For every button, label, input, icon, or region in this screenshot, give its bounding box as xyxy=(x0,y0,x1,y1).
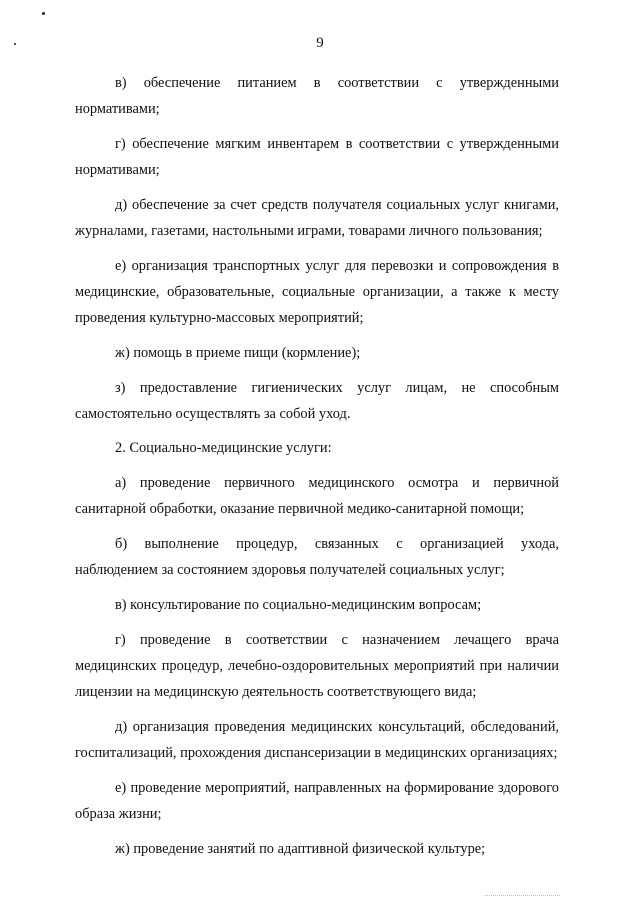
section-heading-social-medical: 2. Социально-медицинские услуги: xyxy=(115,440,332,457)
paragraph-item-v2: в) консультирование по социально-медицинским вопросам; xyxy=(115,596,482,613)
paragraph-item-zh2: ж) проведение занятий по адаптивной физической культуре; xyxy=(115,840,486,857)
paragraph-item-e2: е) проведение мероприятий, направленных на формирование здорового образа жизни; xyxy=(75,779,559,822)
paragraph-item-d2: д) организация проведения медицинских консультаций, обследований, госпитализаций, прохождения диспансеризации в медицинских организациях; xyxy=(75,718,559,761)
page-number: 9 xyxy=(316,35,324,51)
paragraph-item-e: е) организация транспортных услуг для перевозки и сопровождения в медицинские, образовательные, социальные организации, а также к месту проведения культурно-массовых мероприятий; xyxy=(75,257,559,327)
paragraph-item-a: а) проведение первичного медицинского осмотра и первичной санитарной обработки, оказание первичной медико-санитарной помощи; xyxy=(75,475,559,518)
scan-artifact-line xyxy=(485,895,560,897)
paragraph-item-d: д) обеспечение за счет средств получателя социальных услуг книгами, журналами, газетами, настольными играми, товарами личного пользования; xyxy=(75,196,559,240)
paragraph-item-g2: г) проведение в соответствии с назначением лечащего врача медицинских процедур, лечебно-оздоровительных мероприятий при наличии лицензии на медицинскую деятельность соответствующего вида; xyxy=(75,631,559,701)
paragraph-item-g: г) обеспечение мягким инвентарем в соответствии с утвержденными нормативами; xyxy=(75,135,559,179)
scan-speck xyxy=(42,12,45,15)
paragraph-item-v: в) обеспечение питанием в соответствии с утвержденными нормативами; xyxy=(75,75,559,118)
paragraph-item-z: з) предоставление гигиенических услуг лицам, не способным самостоятельно осуществлять за собой уход. xyxy=(75,379,559,422)
paragraph-item-zh: ж) помощь в приеме пищи (кормление); xyxy=(115,344,361,361)
paragraph-item-b: б) выполнение процедур, связанных с организацией ухода, наблюдением за состоянием здоровья получателей социальных услуг; xyxy=(75,536,559,579)
document-body xyxy=(75,70,559,870)
